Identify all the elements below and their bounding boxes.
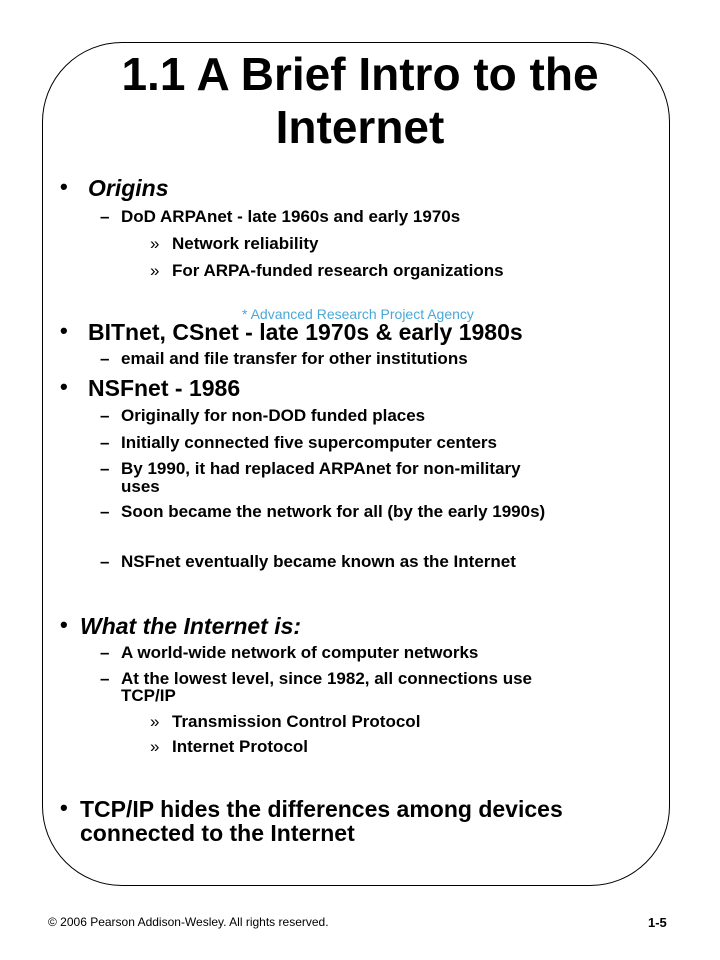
what-point-2b: TCP/IP	[121, 686, 176, 705]
what-subpoint-tcp: Transmission Control Protocol	[172, 712, 421, 731]
bullet-tcpip: •	[60, 795, 68, 820]
raquo-tcp: »	[150, 712, 160, 731]
raquo-arpa-funded: »	[150, 261, 160, 280]
nsfnet-point-3a: By 1990, it had replaced ARPAnet for non-military	[121, 459, 521, 478]
bullet-bitnet: •	[60, 318, 68, 343]
nsfnet-point-1: Originally for non-DOD funded places	[121, 406, 426, 425]
origins-network-reliability: Network reliability	[172, 234, 319, 253]
nsfnet-point-5: NSFnet eventually became known as the Internet	[121, 552, 516, 571]
bitnet-heading: BITnet, CSnet - late 1970s & early 1980s	[88, 319, 523, 345]
origins-arpanet: DoD ARPAnet - late 1960s and early 1970s	[121, 207, 461, 226]
slide-title	[60, 48, 660, 154]
dash-nsf-3: –	[100, 459, 110, 478]
title-line-1: 1.1 A Brief Intro to the	[121, 48, 599, 100]
tcpip-line-2: connected to the Internet	[80, 820, 355, 846]
dash-what-1: –	[100, 643, 110, 662]
raquo-ip: »	[150, 737, 160, 756]
bullet-what: •	[60, 612, 68, 637]
nsfnet-heading: NSFnet - 1986	[88, 375, 241, 401]
origins-heading: Origins	[88, 175, 169, 201]
dash-nsf-5: –	[100, 552, 110, 571]
bitnet-email-transfer: email and file transfer for other institutions	[121, 349, 468, 368]
dash-nsf-1: –	[100, 406, 110, 425]
what-subpoint-ip: Internet Protocol	[172, 737, 309, 756]
dash-email: –	[100, 349, 110, 368]
footer-page-number: 1-5	[648, 915, 667, 930]
origins-arpa-funded: For ARPA-funded research organizations	[172, 261, 504, 280]
what-point-1: A world-wide network of computer networks	[121, 643, 479, 662]
bullet-nsfnet: •	[60, 374, 68, 399]
dash-arpanet: –	[100, 207, 110, 226]
title-line-2: Internet	[275, 101, 445, 153]
what-heading: What the Internet is:	[80, 613, 302, 639]
dash-nsf-2: –	[100, 433, 110, 452]
what-point-2a: At the lowest level, since 1982, all connections use	[121, 669, 532, 688]
nsfnet-point-2: Initially connected five supercomputer centers	[121, 433, 498, 452]
dash-nsf-4: –	[100, 502, 110, 521]
raquo-reliability: »	[150, 234, 160, 253]
tcpip-line-1: TCP/IP hides the differences among devices	[80, 796, 563, 822]
nsfnet-point-3b: uses	[121, 477, 160, 496]
dash-what-2: –	[100, 669, 110, 688]
nsfnet-point-4: Soon became the network for all (by the early 1990s)	[121, 502, 546, 521]
footer-copyright: © 2006 Pearson Addison-Wesley. All rights reserved.	[48, 915, 329, 929]
arpa-footnote: * Advanced Research Project Agency	[242, 306, 474, 322]
bullet-origins: •	[60, 174, 68, 199]
